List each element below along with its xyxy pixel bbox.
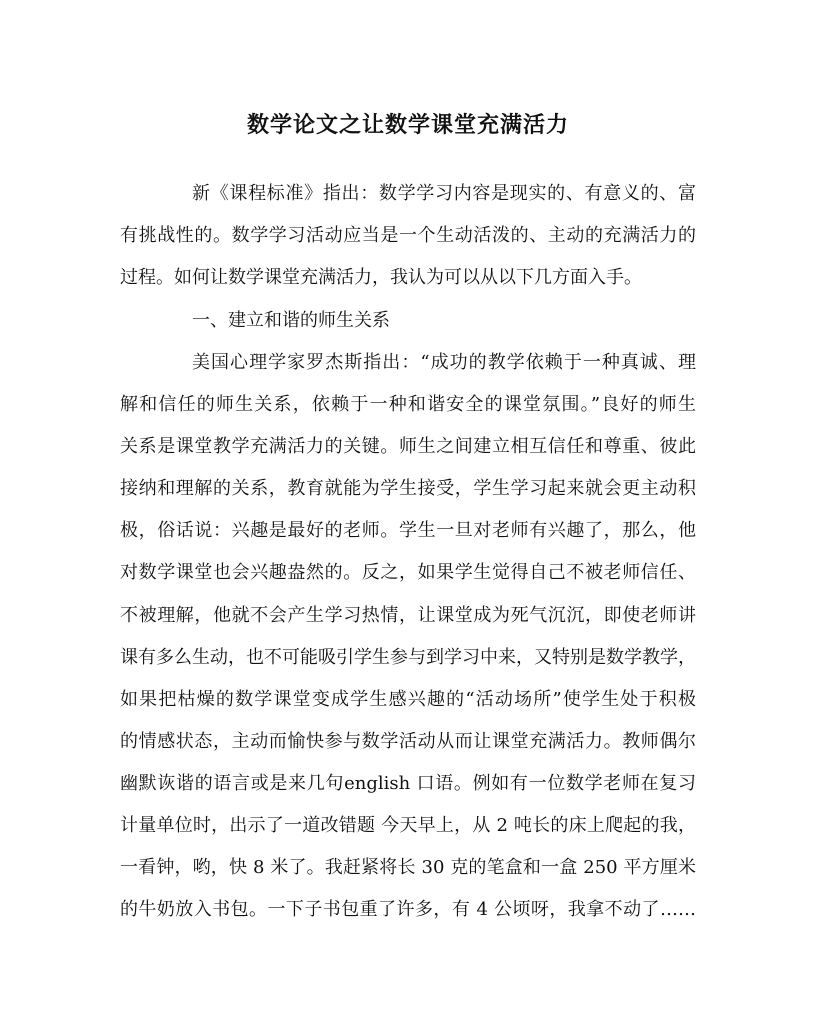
paragraph-line: 的情感状态，主动而愉快参与数学活动从而让课堂充满活力。教师偶尔 [120,731,696,752]
paragraph-line: 新《课程标准》指出：数学学习内容是现实的、有意义的、富 [192,183,696,204]
paragraph-line: 关系是课堂教学充满活力的关键。师生之间建立相互信任和尊重、彼此 [120,436,696,457]
paragraph-line: 有挑战性的。数学学习活动应当是一个生动活泼的、主动的充满活力的 [120,225,696,246]
document-title: 数学论文之让数学课堂充满活力 [246,112,569,138]
paragraph-line: 过程。如何让数学课堂充满活力，我认为可以从以下几方面入手。 [120,267,642,288]
paragraph-line: 不被理解，他就不会产生学习热情，让课堂成为死气沉沉，即使老师讲 [120,605,696,626]
paragraph-line: 一看钟，哟，快 8 米了。我赶紧将长 30 克的笔盒和一盒 250 平方厘米 [120,857,696,878]
paragraph-line: 的牛奶放入书包。一下子书包重了许多，有 4 公顷呀，我拿不动了…… [120,899,696,920]
paragraph-line: 计量单位时，出示了一道改错题 今天早上，从 2 吨长的床上爬起的我， [120,815,696,836]
paragraph-line: 课有多么生动，也不可能吸引学生参与到学习中来，又特别是数学教学， [120,647,696,668]
paragraph-line: 接纳和理解的关系，教育就能为学生接受，学生学习起来就会更主动积 [120,478,696,499]
paragraph-line: 如果把枯燥的数学课堂变成学生感兴趣的“活动场所”使学生处于积极 [120,689,696,710]
section-heading: 一、建立和谐的师生关系 [192,310,390,331]
paragraph-line: 幽默诙谐的语言或是来几句english 口语。例如有一位数学老师在复习 [120,773,696,794]
paragraph-line: 对数学课堂也会兴趣盎然的。反之，如果学生觉得自己不被老师信任、 [120,562,696,583]
paragraph-line: 极，俗话说：兴趣是最好的老师。学生一旦对老师有兴趣了，那么，他 [120,520,696,541]
paragraph-line: 美国心理学家罗杰斯指出：“成功的教学依赖于一种真诚、理 [192,352,696,373]
paragraph-line: 解和信任的师生关系，依赖于一种和谐安全的课堂氛围。”良好的师生 [120,394,696,415]
